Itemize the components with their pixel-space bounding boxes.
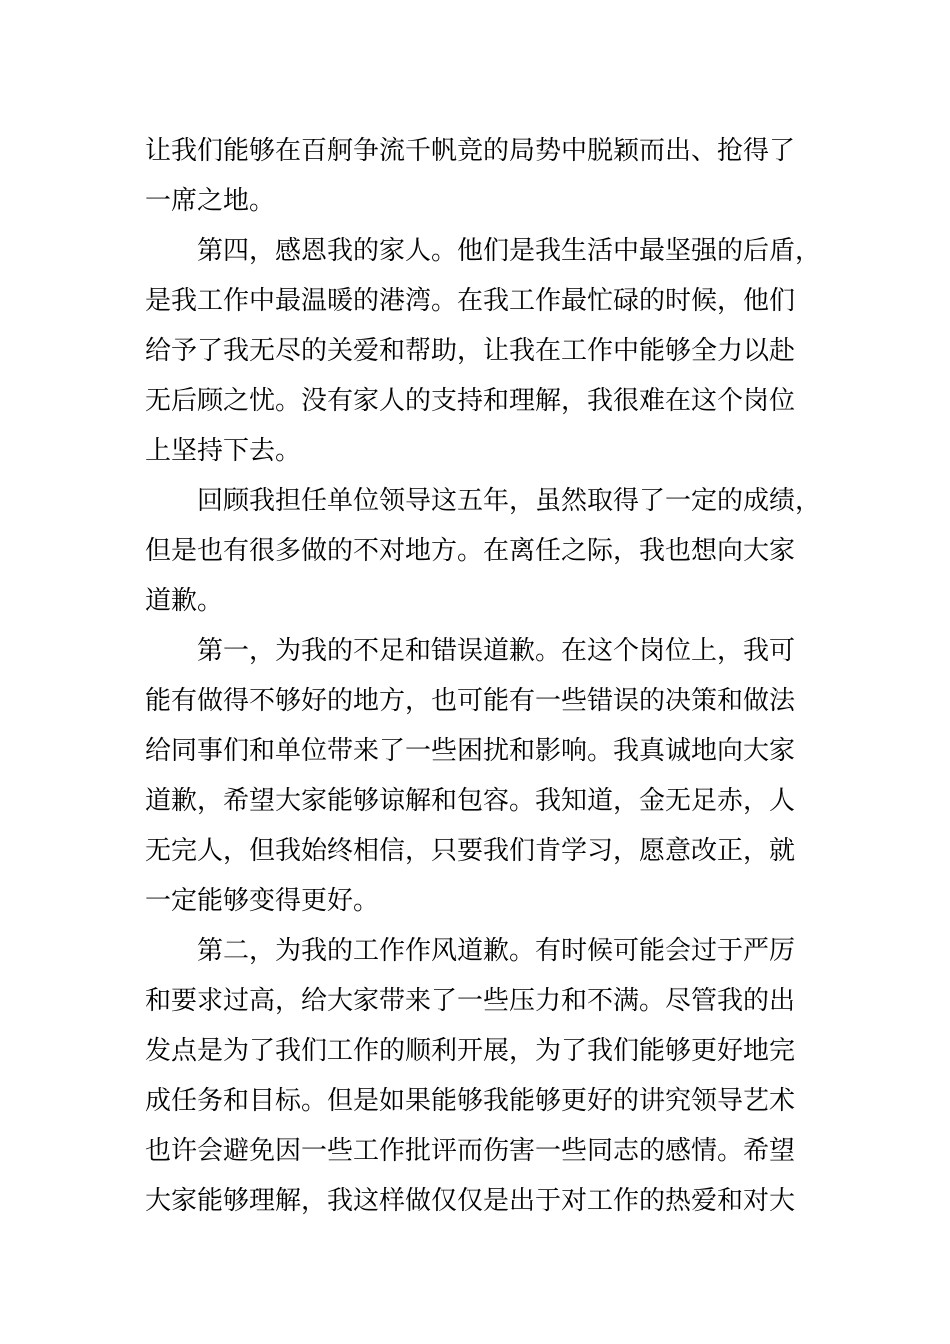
- text-line: 但是也有很多做的不对地方。在离任之际，我也想向大家: [145, 536, 796, 566]
- text-line: 道歉，希望大家能够谅解和包容。我知道，金无足赤，人: [145, 786, 796, 816]
- paragraph-start-line: 第一，为我的不足和错误道歉。在这个岗位上，我可: [197, 636, 796, 666]
- text-line: 给予了我无尽的关爱和帮助，让我在工作中能够全力以赴: [145, 336, 796, 366]
- text-line: 让我们能够在百舸争流千帆竞的局势中脱颖而出、抢得了: [145, 136, 796, 166]
- paragraph-start-line: 回顾我担任单位领导这五年，虽然取得了一定的成绩，: [197, 486, 822, 516]
- text-line: 和要求过高，给大家带来了一些压力和不满。尽管我的出: [145, 986, 796, 1016]
- body-text: [145, 126, 835, 1226]
- text-line: 无完人，但我始终相信，只要我们肯学习，愿意改正，就: [145, 836, 796, 866]
- text-line: 成任务和目标。但是如果能够我能够更好的讲究领导艺术: [145, 1086, 796, 1116]
- text-line: 无后顾之忧。没有家人的支持和理解，我很难在这个岗位: [145, 386, 796, 416]
- text-line: 给同事们和单位带来了一些困扰和影响。我真诚地向大家: [145, 736, 796, 766]
- text-line: 是我工作中最温暖的港湾。在我工作最忙碌的时候，他们: [145, 286, 796, 316]
- text-line: 也许会避免因一些工作批评而伤害一些同志的感情。希望: [145, 1136, 796, 1166]
- text-line: 一席之地。: [145, 186, 276, 216]
- text-line: 大家能够理解，我这样做仅仅是出于对工作的热爱和对大: [145, 1186, 796, 1216]
- text-line: 发点是为了我们工作的顺利开展，为了我们能够更好地完: [145, 1036, 796, 1066]
- text-line: 能有做得不够好的地方，也可能有一些错误的决策和做法: [145, 686, 796, 716]
- text-line: 一定能够变得更好。: [145, 886, 380, 916]
- text-line: 道歉。: [145, 586, 224, 616]
- paragraph-start-line: 第二，为我的工作作风道歉。有时候可能会过于严厉: [197, 936, 796, 966]
- text-line: 上坚持下去。: [145, 436, 302, 466]
- paragraph-start-line: 第四，感恩我的家人。他们是我生活中最坚强的后盾，: [197, 236, 822, 266]
